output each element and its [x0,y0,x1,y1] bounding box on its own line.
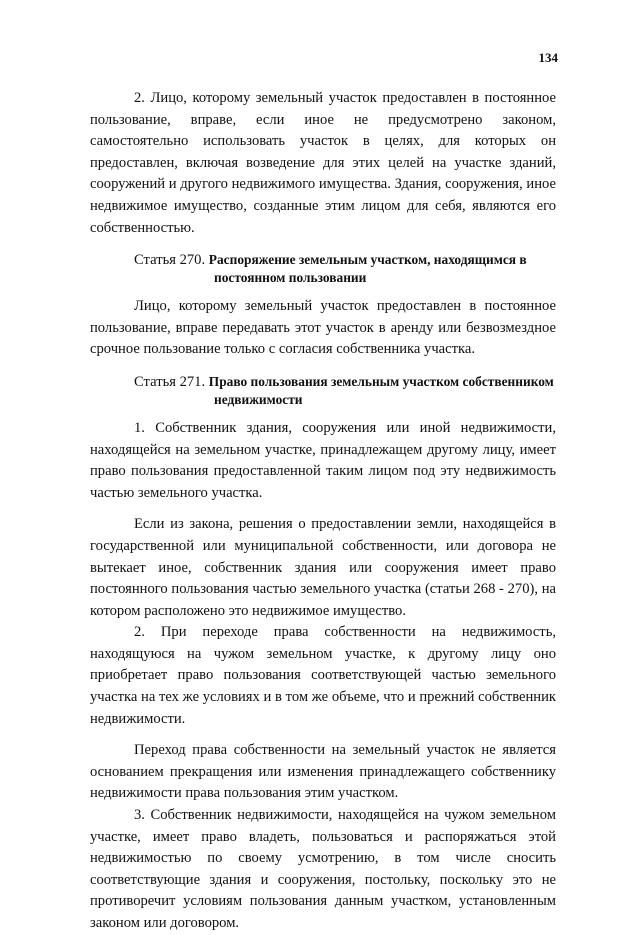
article-271-number: Статья 271. [134,373,206,390]
article-270-number: Статья 270. [134,252,206,269]
page-number: 134 [538,50,558,65]
article-271-title-line1: Право пользования земельным участком собственником [208,373,554,389]
article-270-title-line2: постоянном пользовании [214,270,367,286]
paragraph-gap [90,504,556,514]
paragraph-art271-2: 2. При переходе права собственности на недвижимость, находящуюся на чужом земельном участке, к другому лицу оно приобретает право пользования соответствующей частью земельного участка на тех же условиях и в том же объеме, что и прежний собственник недвижимости. [90,624,556,727]
paragraph-art269-2: 2. Лицо, которому земельный участок предоставлен в постоянное пользование, вправе, если иное не предусмотрено законом, самостоятельно использовать участок в целях, для которых он предоставлен, включая возведение для этих целей на участке зданий, сооружений и другого недвижимого имущества. Здания, сооружения, иное недвижимое имущество, созданные этим лицом для себя, являются его собственностью. [90,90,556,236]
article-270-heading [90,251,556,286]
paragraph-art271-1-cont: Если из закона, решения о предоставлении земли, находящейся в государственной или муниципальной собственности, или договора не вытекает иное, собственник здания или сооружения имеет право постоянного пользования частью земельного участка (статьи 268 - 270), на котором расположено это недвижимое имущество. [90,516,556,619]
paragraph-art271-1: 1. Собственник здания, сооружения или иной недвижимости, находящейся на земельном участке, принадлежащем другому лицу, имеет право пользования предоставленной таким лицом под эту недвижимость частью земельного участка. [90,419,556,501]
article-270-title-line1: Распоряжение земельным участком, находящимся в [208,252,527,268]
paragraph-art271-3: 3. Собственник недвижимости, находящейся на чужом земельном участке, имеет право владеть, пользоваться и распоряжаться этой недвижимостью по своему усмотрению, в том числе сносить соответствующие здания и сооружения, постольку, поскольку это не противоречит условиям пользования данным участком, установленным законом или договором. [90,807,556,931]
document-body [90,88,556,935]
paragraph-art271-2-cont: Переход права собственности на земельный участок не является основанием прекращения или изменения принадлежащего собственнику недвижимости права пользования этим участком. [90,742,556,802]
paragraph-gap [90,730,556,740]
article-271-heading [90,373,556,408]
article-271-title-line2: недвижимости [214,391,303,407]
paragraph-art270: Лицо, которому земельный участок предоставлен в постоянное пользование, вправе передавать этот участок в аренду или безвозмездное срочное пользование только с согласия собственника участка. [90,298,556,358]
